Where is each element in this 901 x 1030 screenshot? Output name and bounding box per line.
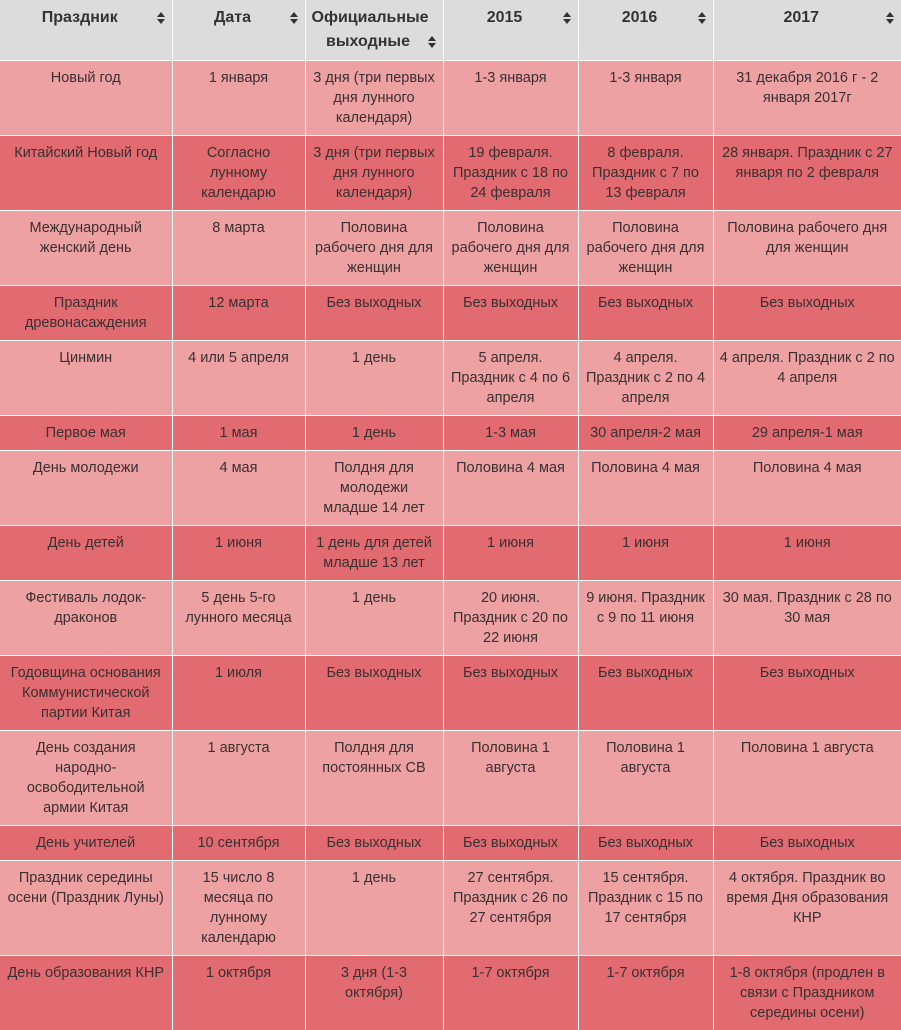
table-cell: Согласно лунному календарю bbox=[172, 135, 305, 210]
table-cell: Годовщина основания Коммунистической партии Китая bbox=[0, 655, 172, 730]
table-cell: Половина рабочего дня для женщин bbox=[305, 210, 443, 285]
table-cell: 30 апреля-2 мая bbox=[578, 415, 713, 450]
table-cell: 1-7 октября bbox=[578, 955, 713, 1030]
table-cell: 1 августа bbox=[172, 730, 305, 825]
table-cell: 30 мая. Праздник с 28 по 30 мая bbox=[713, 580, 901, 655]
table-cell: Без выходных bbox=[443, 655, 578, 730]
sort-up-down-icon[interactable] bbox=[428, 36, 436, 48]
table-row bbox=[0, 655, 901, 730]
table-cell: Без выходных bbox=[713, 825, 901, 860]
table-cell: 4 апреля. Праздник с 2 по 4 апреля bbox=[578, 340, 713, 415]
column-header-label: 2017 bbox=[783, 9, 820, 26]
table-row bbox=[0, 285, 901, 340]
table-cell: День образования КНР bbox=[0, 955, 172, 1030]
column-header-date[interactable] bbox=[172, 0, 305, 60]
table-cell: Без выходных bbox=[443, 825, 578, 860]
table-cell: Половина 4 мая bbox=[443, 450, 578, 525]
table-row bbox=[0, 860, 901, 955]
table-cell: Праздник древонасаждения bbox=[0, 285, 172, 340]
table-cell: Китайский Новый год bbox=[0, 135, 172, 210]
table-cell: 1 июня bbox=[578, 525, 713, 580]
table-cell: Половина 1 августа bbox=[443, 730, 578, 825]
table-cell: Половина рабочего дня для женщин bbox=[443, 210, 578, 285]
table-cell: 1 октября bbox=[172, 955, 305, 1030]
table-cell: Половина 1 августа bbox=[578, 730, 713, 825]
table-cell: 1 июня bbox=[443, 525, 578, 580]
table-cell: Без выходных bbox=[578, 825, 713, 860]
table-cell: Без выходных bbox=[578, 285, 713, 340]
column-header-holiday[interactable] bbox=[0, 0, 172, 60]
column-header-2017[interactable] bbox=[713, 0, 901, 60]
column-header-label: 2015 bbox=[486, 9, 523, 26]
table-cell: Без выходных bbox=[578, 655, 713, 730]
table-cell: 1 день для детей младше 13 лет bbox=[305, 525, 443, 580]
table-row bbox=[0, 450, 901, 525]
table-cell: День молодежи bbox=[0, 450, 172, 525]
table-cell: Праздник середины осени (Праздник Луны) bbox=[0, 860, 172, 955]
table-cell: 28 января. Праздник с 27 января по 2 февраля bbox=[713, 135, 901, 210]
column-header-2016[interactable] bbox=[578, 0, 713, 60]
table-cell: 1 мая bbox=[172, 415, 305, 450]
table-cell: 29 апреля-1 мая bbox=[713, 415, 901, 450]
table-cell: 3 дня (1-3 октября) bbox=[305, 955, 443, 1030]
table-cell: 1 июня bbox=[713, 525, 901, 580]
table-cell: 20 июня. Праздник с 20 по 22 июня bbox=[443, 580, 578, 655]
table-cell: 4 или 5 апреля bbox=[172, 340, 305, 415]
table-cell: День учителей bbox=[0, 825, 172, 860]
table-cell: Без выходных bbox=[305, 825, 443, 860]
table-cell: Без выходных bbox=[305, 285, 443, 340]
table-cell: Половина рабочего дня для женщин bbox=[578, 210, 713, 285]
table-cell: 19 февраля. Праздник с 18 по 24 февраля bbox=[443, 135, 578, 210]
column-header-label: Официальные выходные bbox=[311, 9, 429, 50]
table-cell: 5 день 5-го лунного месяца bbox=[172, 580, 305, 655]
table-row bbox=[0, 415, 901, 450]
table-cell: 9 июня. Праздник с 9 по 11 июня bbox=[578, 580, 713, 655]
table-cell: 27 сентября. Праздник с 26 по 27 сентября bbox=[443, 860, 578, 955]
table-cell: Новый год bbox=[0, 60, 172, 135]
table-cell: 1 день bbox=[305, 340, 443, 415]
table-cell: Половина 4 мая bbox=[578, 450, 713, 525]
table-cell: Без выходных bbox=[443, 285, 578, 340]
table-cell: 8 февраля. Праздник с 7 по 13 февраля bbox=[578, 135, 713, 210]
table-cell: 1-3 января bbox=[578, 60, 713, 135]
table-cell: 5 апреля. Праздник с 4 по 6 апреля bbox=[443, 340, 578, 415]
table-cell: Половина 4 мая bbox=[713, 450, 901, 525]
table-cell: 3 дня (три первых дня лунного календаря) bbox=[305, 60, 443, 135]
header-row bbox=[0, 0, 901, 60]
table-cell: Без выходных bbox=[305, 655, 443, 730]
table-cell: 1 день bbox=[305, 415, 443, 450]
column-header-official-days-off[interactable] bbox=[305, 0, 443, 60]
table-cell: Цинмин bbox=[0, 340, 172, 415]
column-header-label: 2016 bbox=[621, 9, 658, 26]
table-row bbox=[0, 955, 901, 1030]
table-cell: 1 день bbox=[305, 580, 443, 655]
table-row bbox=[0, 580, 901, 655]
column-header-label: Дата bbox=[213, 9, 252, 26]
sort-up-down-icon[interactable] bbox=[290, 12, 298, 24]
table-row bbox=[0, 210, 901, 285]
table-row bbox=[0, 340, 901, 415]
table-cell: 10 сентября bbox=[172, 825, 305, 860]
table-cell: Половина рабочего дня для женщин bbox=[713, 210, 901, 285]
table-row bbox=[0, 525, 901, 580]
table-row bbox=[0, 135, 901, 210]
sort-up-down-icon[interactable] bbox=[886, 12, 894, 24]
table-cell: День создания народно-освободительной армии Китая bbox=[0, 730, 172, 825]
table-cell: 4 апреля. Праздник с 2 по 4 апреля bbox=[713, 340, 901, 415]
table-cell: Без выходных bbox=[713, 655, 901, 730]
table-cell: Фестиваль лодок-драконов bbox=[0, 580, 172, 655]
table-cell: 15 число 8 месяца по лунному календарю bbox=[172, 860, 305, 955]
table-header bbox=[0, 0, 901, 60]
table-cell: Полдня для молодежи младше 14 лет bbox=[305, 450, 443, 525]
table-cell: Половина 1 августа bbox=[713, 730, 901, 825]
table-cell: 4 октября. Праздник во время Дня образования КНР bbox=[713, 860, 901, 955]
table-cell: 8 марта bbox=[172, 210, 305, 285]
table-row bbox=[0, 825, 901, 860]
table-row bbox=[0, 60, 901, 135]
table-cell: 1-7 октября bbox=[443, 955, 578, 1030]
table-cell: 31 декабря 2016 г - 2 января 2017г bbox=[713, 60, 901, 135]
table-row bbox=[0, 730, 901, 825]
table-cell: 15 сентября. Праздник с 15 по 17 сентября bbox=[578, 860, 713, 955]
table-cell: 1 июня bbox=[172, 525, 305, 580]
table-cell: Международный женский день bbox=[0, 210, 172, 285]
table-cell: 1-3 мая bbox=[443, 415, 578, 450]
table-cell: 1 июля bbox=[172, 655, 305, 730]
table-cell: 1 день bbox=[305, 860, 443, 955]
table-cell: Первое мая bbox=[0, 415, 172, 450]
column-header-label: Праздник bbox=[41, 9, 118, 26]
table-cell: День детей bbox=[0, 525, 172, 580]
table-cell: Полдня для постоянных СВ bbox=[305, 730, 443, 825]
table-cell: Без выходных bbox=[713, 285, 901, 340]
table-cell: 4 мая bbox=[172, 450, 305, 525]
table-cell: 1-8 октября (продлен в связи с Праздником середины осени) bbox=[713, 955, 901, 1030]
sort-up-down-icon[interactable] bbox=[698, 12, 706, 24]
column-header-2015[interactable] bbox=[443, 0, 578, 60]
table-cell: 1-3 января bbox=[443, 60, 578, 135]
table-cell: 12 марта bbox=[172, 285, 305, 340]
sort-up-down-icon[interactable] bbox=[563, 12, 571, 24]
table-body bbox=[0, 60, 901, 1030]
table-cell: 1 января bbox=[172, 60, 305, 135]
table-cell: 3 дня (три первых дня лунного календаря) bbox=[305, 135, 443, 210]
sort-up-down-icon[interactable] bbox=[157, 12, 165, 24]
